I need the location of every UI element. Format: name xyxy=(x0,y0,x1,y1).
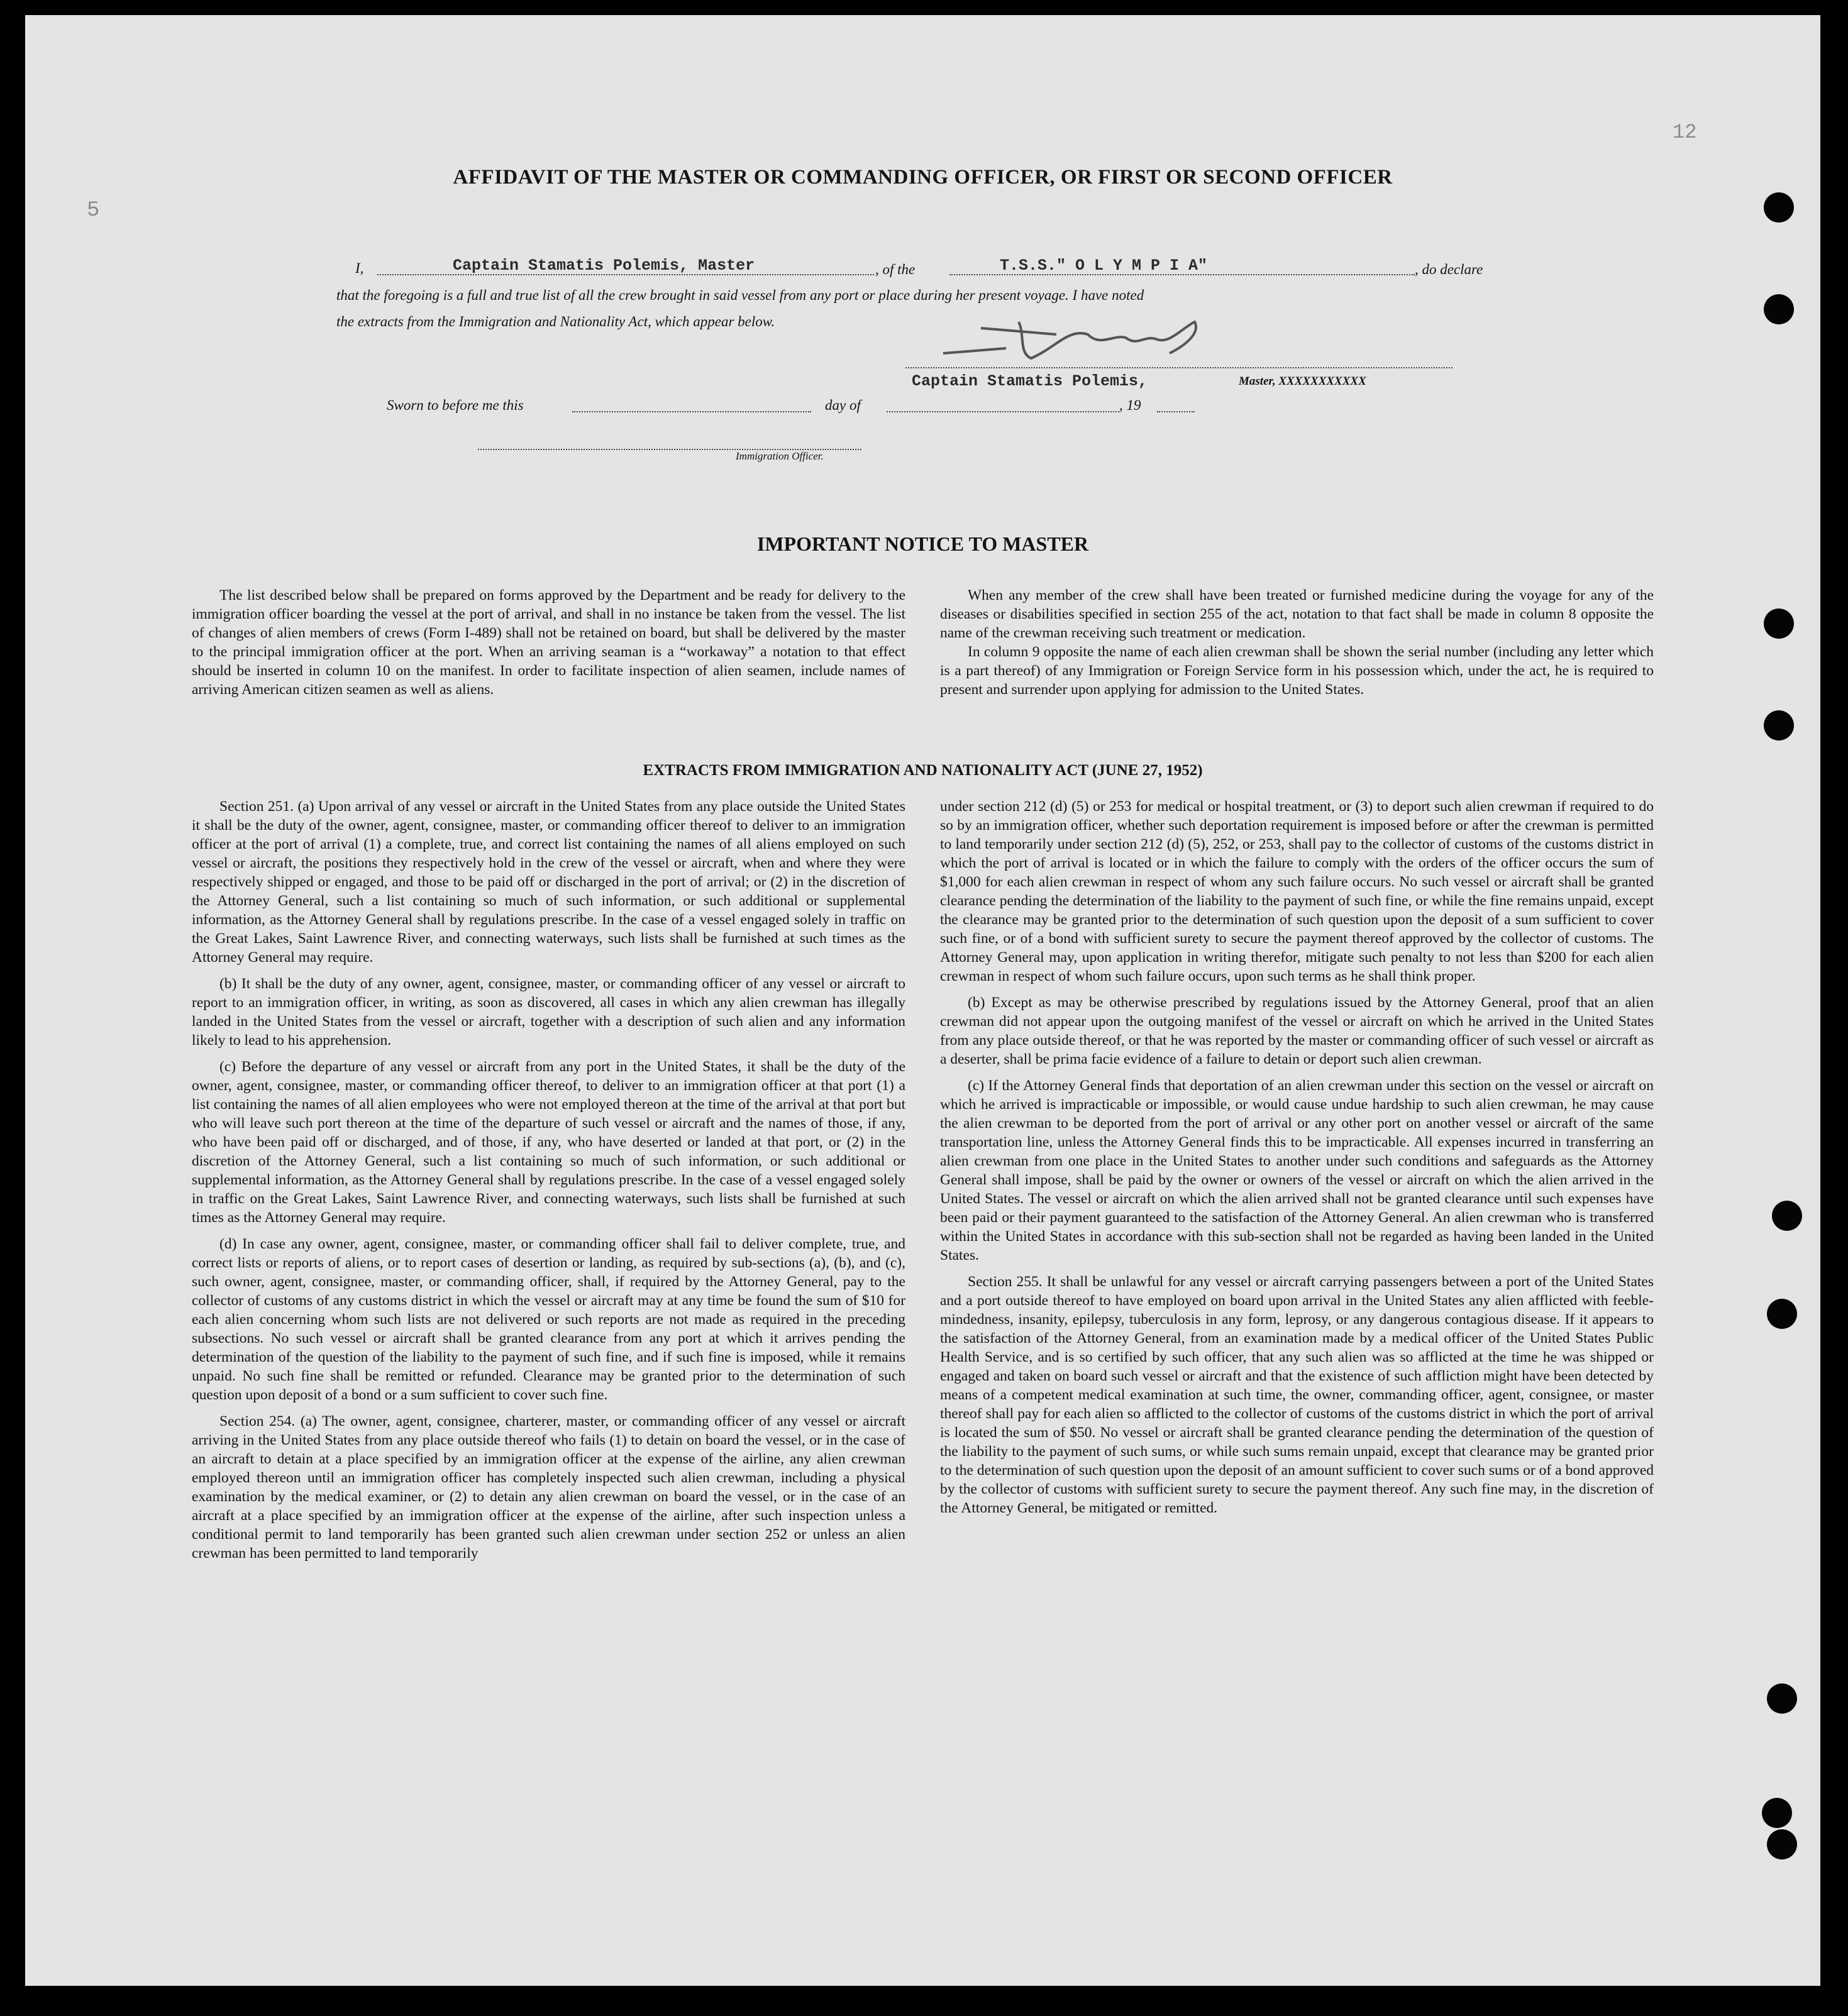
notice-right-column xyxy=(940,586,1654,699)
margin-number: 5 xyxy=(87,199,100,223)
section-254-a: Section 254. (a) The owner, agent, consignee, charterer, master, or commanding officer of any vessel or aircraft arriving in the United States from any place outside thereof who fails (1) to detain on board the vessel, or in the case of an aircraft to detain at a place specified by an immigration officer at the expense of the airline, any alien crewman employed thereon until an immigration officer has completely inspected such alien crewman, including a physical examination by the medical examiner, or (2) to detain any alien crewman on board the vessel, or in the case of an aircraft at a place specified by an immigration officer at the expense of the airline, after such inspection unless a conditional permit to land temporarily has been granted such alien crewman under section 252 or unless an alien crewman has been permitted to land temporarily xyxy=(192,1413,905,1562)
section-254-a-cont: under section 212 (d) (5) or 253 for medical or hospital treatment, or (3) to deport such alien crewman if required to do so by an immigration officer, whether such deportation requirement is imposed before or after the crewman is permitted to land temporarily under section 212 (d) (5), 252, or 253, shall pay to the collector of customs of the customs district in which the port of arrival is located or in which the failure to comply with the orders of the officer occurs the sum of $1,000 for each alien crewman in respect of whom any such failure occurs. No such vessel or aircraft shall be granted clearance pending the determination of the liability to the payment of such fine, or while the fine remains unpaid, except the clearance may be granted prior to the determination of such question upon the deposit of a sum sufficient to cover such fine, or of a bond with sufficient surety to secure the payment thereof approved by the collector of customs. The Attorney General may, upon application in writing therefor, mitigate such penalty to not less than $200 for each alien crewman in respect of whom such failure occurs, upon such terms as he shall think proper. xyxy=(940,798,1654,984)
section-254-c: (c) If the Attorney General finds that deportation of an alien crewman under this section on the vessel or aircraft on which he arrived is impracticable or impossible, or would cause undue hardship to such alien crewman, he may cause the alien crewman to be deported from the port of arrival or any other port on another vessel or aircraft of the same transportation line, unless the Attorney General finds this to be impracticable. All expenses incurred in transferring an alien crewman from one place in the United States to another under such conditions and safeguards as the Attorney General shall impose, shall be paid by the owner or owners of the vessel or aircraft on which the alien arrived in the United States. The vessel or aircraft on which the alien arrived shall not be granted clearance until such expenses have been paid or their payment guaranteed to the satisfaction of the Attorney General. An alien crewman who is transferred within the United States in accordance with this sub-section shall not be regarded as having been landed in the United States. xyxy=(940,1077,1654,1264)
affidavit-line-3: the extracts from the Immigration and Nationality Act, which appear below. xyxy=(336,314,775,329)
section-251-c: (c) Before the departure of any vessel or aircraft from any port in the United States, it shall be the duty of the owner, agent, consignee, master, or commanding officer thereof, to deliver to an immigration officer at that port (1) a list containing the names of all alien employees who were not employed thereon at the time of the arrival at that port but who will leave such port thereon at the time of the departure of such vessel or aircraft and the names of those, if any, who have been paid off or discharged, and of those, if any, who have deserted or landed at that port, or (2) in the discretion of the Attorney General, such a list containing so much of such information, or such additional or supplemental information, as the Attorney General shall by regulations prescribe. In the case of a vessel engaged solely in traffic on the Great Lakes, Saint Lawrence River, and connecting waterways, such lists shall be furnished at such times as the Attorney General may require. xyxy=(192,1059,905,1226)
notice-right-paragraph-2: In column 9 opposite the name of each alien crewman shall be shown the serial number (including any letter which is a part thereof) of any Immigration or Foreign Service form in his possession which, under the act, he is required to present and surrender upon applying for admission to the United States. xyxy=(940,644,1654,698)
extracts-left-column xyxy=(192,797,905,1570)
document-page xyxy=(25,15,1820,1986)
notice-left-paragraph: The list described below shall be prepared on forms approved by the Department and be ready for delivery to the immigration officer boarding the vessel at the port of arrival, and shall in no instance be taken from the vessel. The list of changes of alien members of crews (Form I-489) shall not be retained on board, but shall be delivered by the master to the principal immigration officer at the port. When an arriving seaman is a “workaway” a notation to that effect should be inserted in column 10 on the manifest. In order to facilitate inspection of alien seamen, include names of arriving American citizen seamen as well as aliens. xyxy=(192,587,905,698)
do-declare-label: , do declare xyxy=(1415,262,1483,277)
section-251-a: Section 251. (a) Upon arrival of any vessel or aircraft in the United States from any place outside the United States it shall be the duty of the owner, agent, consignee, master, or commanding officer thereof to deliver to an immigration officer at the port of arrival (1) a complete, true, and correct list containing the names of all aliens employed on such vessel or aircraft, the positions they respectively hold in the crew of the vessel or aircraft, when and where they were respectively shipped or engaged, and those to be paid off or discharged in the port of arrival; or (2) in the discretion of the Attorney General, such a list containing so much of such information, or such additional or supplemental information, as the Attorney General shall by regulations prescribe. In the case of a vessel engaged solely in traffic on the Great Lakes, Saint Lawrence River, and connecting waterways, such lists shall be furnished at such times as the Attorney General may require. xyxy=(192,798,905,966)
affidavit-line-2: that the foregoing is a full and true list of all the crew brought in said vessel from any port or place during her present voyage. I have noted xyxy=(336,287,1144,303)
sworn-line xyxy=(572,411,811,412)
punch-hole xyxy=(1764,294,1794,324)
signature-line xyxy=(905,367,1452,368)
of-the-label: , of the xyxy=(875,262,916,277)
month-line xyxy=(887,411,1119,412)
affidavit-title: AFFIDAVIT OF THE MASTER OR COMMANDING OFFICER, OR FIRST OR SECOND OFFICER xyxy=(453,166,1393,189)
punch-hole xyxy=(1764,192,1794,223)
punch-hole xyxy=(1764,609,1794,639)
punch-hole xyxy=(1767,1299,1797,1329)
extracts-title: EXTRACTS FROM IMMIGRATION AND NATIONALITY ACT (JUNE 27, 1952) xyxy=(643,762,1203,779)
master-label: Master, XXXXXXXXXXX xyxy=(1239,375,1366,388)
notice-left-column xyxy=(192,586,905,699)
year-line xyxy=(1157,411,1195,412)
corner-number: 12 xyxy=(1673,121,1697,144)
i-label: I, xyxy=(355,260,364,276)
extracts-right-column xyxy=(940,797,1654,1525)
section-251-b: (b) It shall be the duty of any owner, agent, consignee, master, or commanding officer of any vessel or aircraft to report to an immigration officer, in writing, as soon as discovered, all cases in which any alien crewman has illegally landed in the United States from the vessel or aircraft, together with a description of such alien and any information likely to lead to his apprehension. xyxy=(192,976,905,1049)
section-251-d: (d) In case any owner, agent, consignee, master, or commanding officer shall fail to deliver complete, true, and correct lists or reports of aliens, or to report cases of desertion or landing, as required by sub-sections (a), (b), and (c), such owner, agent, consignee, master, or commanding officer, shall, if required by the Attorney General, pay to the collector of customs of any customs district in which the vessel or aircraft may at any time be found the sum of $10 for each alien concerning whom such lists are not delivered or such reports are not made as required in the preceding subsections. No such vessel or aircraft shall be granted clearance from any port at which it arrives pending the determination of the question of the liability to the payment of such fine, and if such fine is imposed, while it remains unpaid. No such fine shall be remitted or refunded. Clearance may be granted prior to the determination of such question upon deposit of a bond or a sum sufficient to cover such fine. xyxy=(192,1236,905,1403)
declarant-name: Captain Stamatis Polemis, Master xyxy=(453,256,755,275)
vessel-name: T.S.S." O L Y M P I A" xyxy=(1000,256,1208,275)
year-label: , 19 xyxy=(1119,397,1141,413)
punch-hole xyxy=(1762,1798,1792,1828)
immigration-officer-label: Immigration Officer. xyxy=(736,450,824,462)
punch-hole xyxy=(1772,1201,1802,1231)
handwritten-signature xyxy=(931,309,1220,366)
section-254-b: (b) Except as may be otherwise prescribed by regulations issued by the Attorney General, proof that an alien crewman did not appear upon the outgoing manifest of the vessel or aircraft on which he arrived in the United States from any place outside thereof, or that he was reported by the master or commanding officer of such vessel or aircraft as a deserter, shall be prima facie evidence of a failure to detain or deport such alien crewman. xyxy=(940,994,1654,1067)
punch-hole xyxy=(1767,1683,1797,1714)
section-255: Section 255. It shall be unlawful for any vessel or aircraft carrying passengers between a port of the United States and a port outside thereof to have employed on board upon arrival in the United States any alien afflicted with feeble-mindedness, insanity, epilepsy, tuberculosis in any form, leprosy, or any dangerous contagious disease. If it appears to the satisfaction of the Attorney General, from an examination made by a medical officer of the United States Public Health Service, and is so certified by such officer, that any such alien was so afflicted at the time he was shipped or engaged and taken on board such vessel or aircraft and that the existence of such affliction might have been detected by means of a competent medical examination at such time, the owner, commanding officer, agent, consignee, or master thereof shall pay for each alien so afflicted to the collector of customs of the customs district in which the port of arrival is located the sum of $50. No vessel or aircraft shall be granted clearance pending the determination of the question of the liability to the payment of such sums, or while such sums remain unpaid, except that clearance may be granted prior to the determination of such question upon the deposit of an amount sufficient to cover such sums or of a bond approved by the collector of customs with sufficient surety to secure the payment thereof. Any such fine may, in the discretion of the Attorney General, be mitigated or remitted. xyxy=(940,1274,1654,1516)
sworn-label: Sworn to before me this xyxy=(387,397,524,413)
punch-hole xyxy=(1764,710,1794,741)
notice-title: IMPORTANT NOTICE TO MASTER xyxy=(756,532,1089,555)
notice-right-paragraph-1: When any member of the crew shall have been treated or furnished medicine during the voyage for any of the diseases or disabilities specified in section 255 of the act, notation to that fact shall be made in column 8 opposite the name of the crewman receiving such treatment or medication. xyxy=(940,587,1654,641)
signature-typed: Captain Stamatis Polemis, xyxy=(912,372,1148,390)
punch-hole xyxy=(1767,1829,1797,1859)
day-of-label: day of xyxy=(825,397,861,413)
